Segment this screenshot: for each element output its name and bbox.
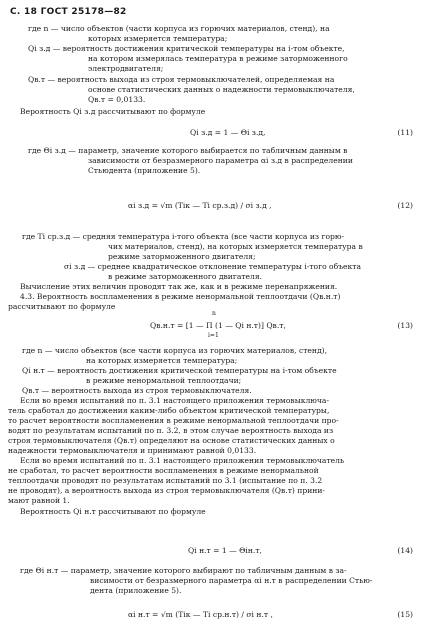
formula-13: Qв.н.т = [1 — Π (1 — Qi н.т)] Qв.т, xyxy=(150,321,286,330)
text-line: где n — число объектов (части корпуса из горючих материалов, стенд), на xyxy=(28,24,330,33)
equation-number: (11) xyxy=(397,128,413,137)
text-line: которых измеряется температура; xyxy=(88,34,228,43)
text-line: висимости от безразмерного параметра αi н.т в распределении Стью- xyxy=(90,576,373,585)
text-line: где n — число объектов (все части корпуса из горючих материалов, стенд), xyxy=(22,346,328,355)
page-header: С. 18 ГОСТ 25178—82 xyxy=(10,7,127,17)
equation-number: (15) xyxy=(397,610,413,619)
text-line: электродвигателя; xyxy=(88,64,164,73)
text-line: водят по результатам испытаний по п. 3.2, в этом случае вероятность выхода из xyxy=(8,426,334,435)
text-line: Если во время испытаний по п. 3.1 настоящего приложения термовыключа- xyxy=(20,396,330,405)
text-line: Qi н.т — вероятность достижения критической температуры на i-том объекте xyxy=(22,366,337,375)
text-line: надежности термовыключателя и принимают равной 0,0133. xyxy=(8,446,257,455)
text-line: Если во время испытаний по п. 3.1 настоящего приложения термовыключатель xyxy=(20,456,345,465)
text-line: то расчет вероятности воспламенения в режиме ненормальной теплоотдачи про- xyxy=(8,416,339,425)
product-lower-limit: i=1 xyxy=(208,332,219,339)
equation-number: (13) xyxy=(397,321,413,330)
text-line: в режиме заторможенного двигателя. xyxy=(108,272,263,281)
text-line: не проводят), а вероятность выхода из строя термовыключателя (Qв.т) прини- xyxy=(8,486,325,495)
text-line: строя термовыключателя (Qв.т) определяют на основе статистических данных о xyxy=(8,436,335,445)
text-line: теплоотдачи проводят по результатам испытаний по 3.1 (испытание по п. 3.2 xyxy=(8,476,323,485)
text-line: где Θi з.д — параметр, значение которого выбирается по табличным данным в xyxy=(28,146,348,155)
formula-14: Qi н.т = 1 — Θiн.т, xyxy=(188,546,262,555)
equation-number: (14) xyxy=(397,546,413,555)
text-line: чих материалов, стенд), на которых измеряется температура в xyxy=(108,242,363,251)
text-line: Вероятность Qi н.т рассчитывают по формуле xyxy=(20,507,206,516)
text-line: дента (приложение 5). xyxy=(90,586,182,595)
text-line: Вычисление этих величин проводят так же, как и в режиме перенапряжения. xyxy=(20,282,338,291)
equation-number: (12) xyxy=(397,201,413,210)
text-line: Qв.т — вероятность выхода из строя термовыключателя. xyxy=(22,386,252,395)
text-line: σi з.д — среднее квадратическое отклонение температуры i-того объекта xyxy=(64,262,362,271)
text-line: зависимости от безразмерного параметра αi з.д в распределении xyxy=(88,156,353,165)
formula-11: Qi з.д = 1 — Θi з.д, xyxy=(190,128,266,137)
text-line: мают равной 1. xyxy=(8,496,70,505)
text-line: где Θi н.т — параметр, значение которого выбирают по табличным данным в за- xyxy=(20,566,347,575)
text-line: 4.3. Вероятность воспламенения в режиме ненормальной теплоотдачи (Qв.н.т) xyxy=(20,292,341,301)
text-line: на которых измеряется температура; xyxy=(86,356,238,365)
text-line: где Ti ср.з.д — средняя температура i-того объекта (все части корпуса из горю- xyxy=(22,232,345,241)
text-line: рассчитывают по формуле xyxy=(8,302,116,311)
text-line: в режиме ненормальной теплоотдачи; xyxy=(86,376,242,385)
text-line: тель сработал до достижения каким-либо объектом критической температуры, xyxy=(8,406,330,415)
text-line: Стьюдента (приложение 5). xyxy=(88,166,201,175)
text-line: режиме заторможенного двигателя; xyxy=(108,252,256,261)
text-line: Qi з.д — вероятность достижения критической температуры на i-том объекте, xyxy=(28,44,345,53)
text-line: Qв.т — вероятность выхода из строя термовыключателей, определяемая на xyxy=(28,75,335,84)
text-line: Qв.т = 0,0133. xyxy=(88,95,146,104)
formula-15: αi н.т = √m (Tiк — Ti ср.н.т) / σi н.т , xyxy=(128,610,273,619)
text-line: не сработал, то расчет вероятности воспламенения в режиме ненормальной xyxy=(8,466,319,475)
text-line: основе статистических данных о надежности термовыключателя, xyxy=(88,85,355,94)
product-upper-limit: n xyxy=(212,310,216,317)
text-line: на котором измерялась температура в режиме заторможенного xyxy=(88,54,348,63)
text-line: Вероятность Qi з.д рассчитывают по формуле xyxy=(20,107,206,116)
formula-12: αi з.д = √m (Tiк — Ti ср.з.д) / σi з.д , xyxy=(128,201,272,210)
